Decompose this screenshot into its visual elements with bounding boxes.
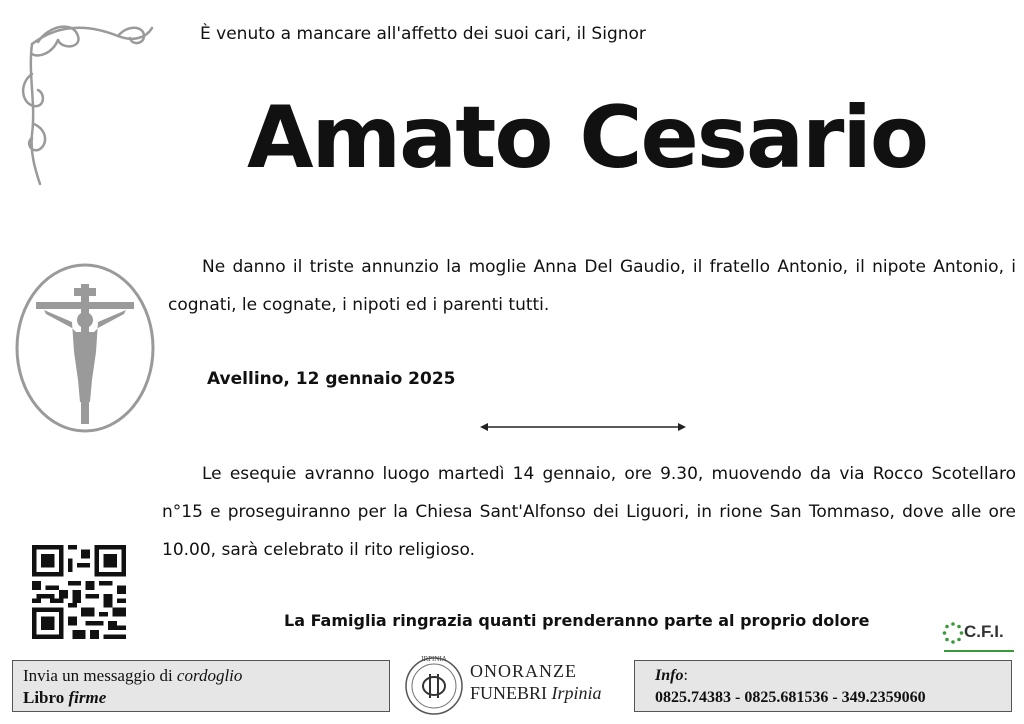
condolence-box[interactable]	[12, 660, 390, 712]
phone-numbers[interactable]: 0825.74383 - 0825.681536 - 349.2359060	[655, 689, 926, 706]
cfi-underline	[944, 650, 1014, 652]
cfi-logo	[938, 618, 1018, 658]
deceased-name: Amato Cesario	[247, 88, 927, 188]
announcement-paragraph: Ne danno il triste annunzio la moglie Anna Del Gaudio, il fratello Antonio, il nipote Antonio, i cognati, le cognate, i nipoti ed i parenti tutti.	[168, 257, 1016, 315]
info-label: Info	[655, 667, 684, 684]
funeral-paragraph: Le esequie avranno luogo martedì 14 gennaio, ore 9.30, muovendo da via Rocco Scotellaro n°15 e proseguiranno per la Chiesa Sant'Alfonso dei Liguori, in rione San Tommaso, dove alle ore 10.00, sarà celebrato il rito religioso.	[162, 464, 1016, 560]
cfi-logo-text: C.F.I.	[964, 622, 1004, 641]
info-box: Info: 0825.74383 - 0825.681536 - 349.2359060	[634, 660, 1012, 712]
funeral-home-seal-icon	[402, 652, 466, 716]
cfi-dots-icon	[942, 622, 964, 644]
seal-top-text: IRPINIA	[421, 655, 447, 663]
qr-code-icon[interactable]	[32, 545, 126, 639]
divider-arrow-icon	[478, 420, 688, 434]
condolence-message-link[interactable]: Invia un messaggio di cordoglio	[23, 666, 243, 685]
intro-text: È venuto a mancare all'affetto dei suoi cari, il Signor	[200, 24, 646, 44]
crucifix-icon	[14, 262, 156, 434]
funeral-home-name: ONORANZE FUNEBRI Irpinia	[470, 661, 602, 703]
place-date: Avellino, 12 gennaio 2025	[207, 369, 456, 389]
guestbook-link[interactable]: Libro firme	[23, 688, 107, 707]
thanks-text: La Famiglia ringrazia quanti prenderanno parte al proprio dolore	[284, 611, 870, 630]
